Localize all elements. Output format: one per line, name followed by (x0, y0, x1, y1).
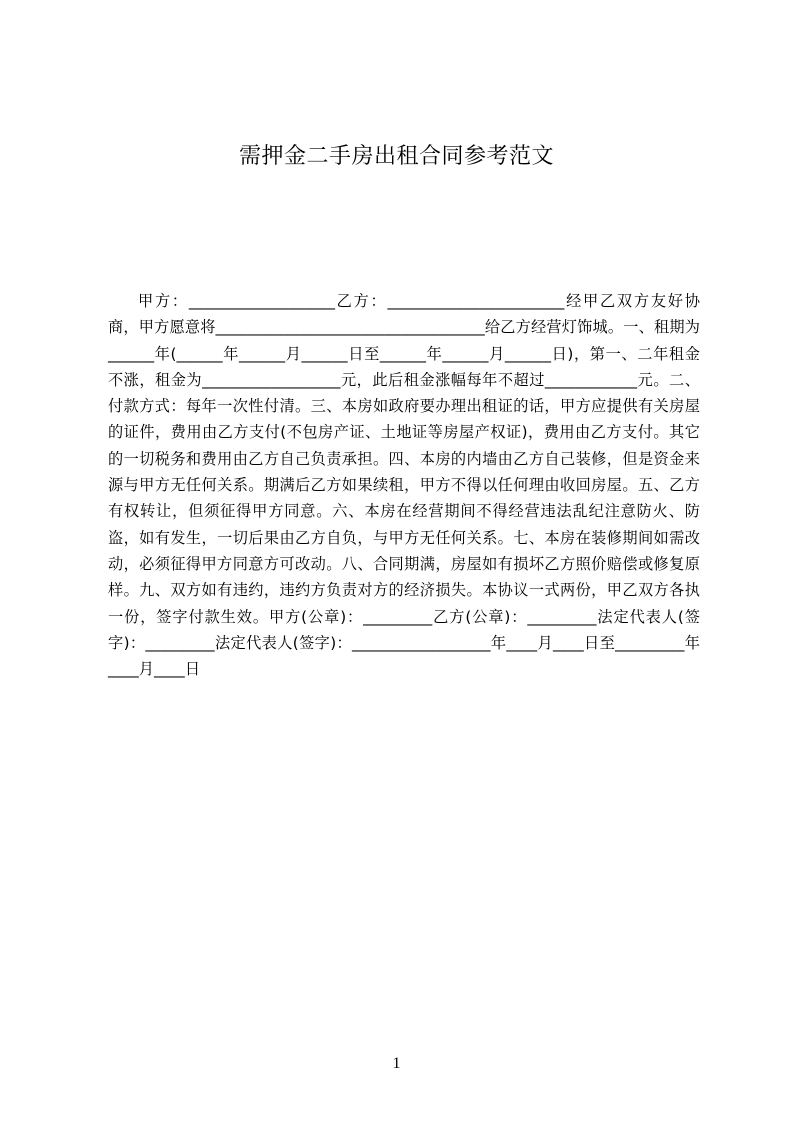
page-number: 1 (392, 1055, 401, 1072)
contract-body-paragraph: 甲方：___________________乙方：_______________________经甲乙双方友好协商，甲方愿意将___________________________________给乙方经营灯饰城。一、租期为______年(______年______月______日至______年______月______日)，第一、二年租金不涨，租金为__________________元，此后租金涨幅每年不超过____________元。二、付款方式：每年一次性付清。三、本房如政府要办理出租证的话，甲方应提供有关房屋的证件，费用由乙方支付(不包房产证、土地证等房屋产权证)，费用由乙方支付。其它的一切税务和费用由乙方自己负责承担。四、本房的内墙由乙方自己装修，但是资金来源与甲方无任何关系。期满后乙方如果续租，甲方不得以任何理由收回房屋。五、乙方有权转让，但须征得甲方同意。六、本房在经营期间不得经营违法乱纪注意防火、防盗，如有发生，一切后果由乙方自负，与甲方无任何关系。七、本房在装修期间如需改动，必须征得甲方同意方可改动。八、合同期满，房屋如有损坏乙方照价赔偿或修复原样。九、双方如有违约，违约方负责对方的经济损失。本协议一式两份，甲乙双方各执一份，签字付款生效。甲方(公章)：_________乙方(公章)：_________法定代表人(签字)：_________法定代表人(签字)：__________________年____月____日至_________年____月____日 (108, 292, 700, 679)
document-title: 需押金二手房出租合同参考范文 (238, 144, 554, 169)
